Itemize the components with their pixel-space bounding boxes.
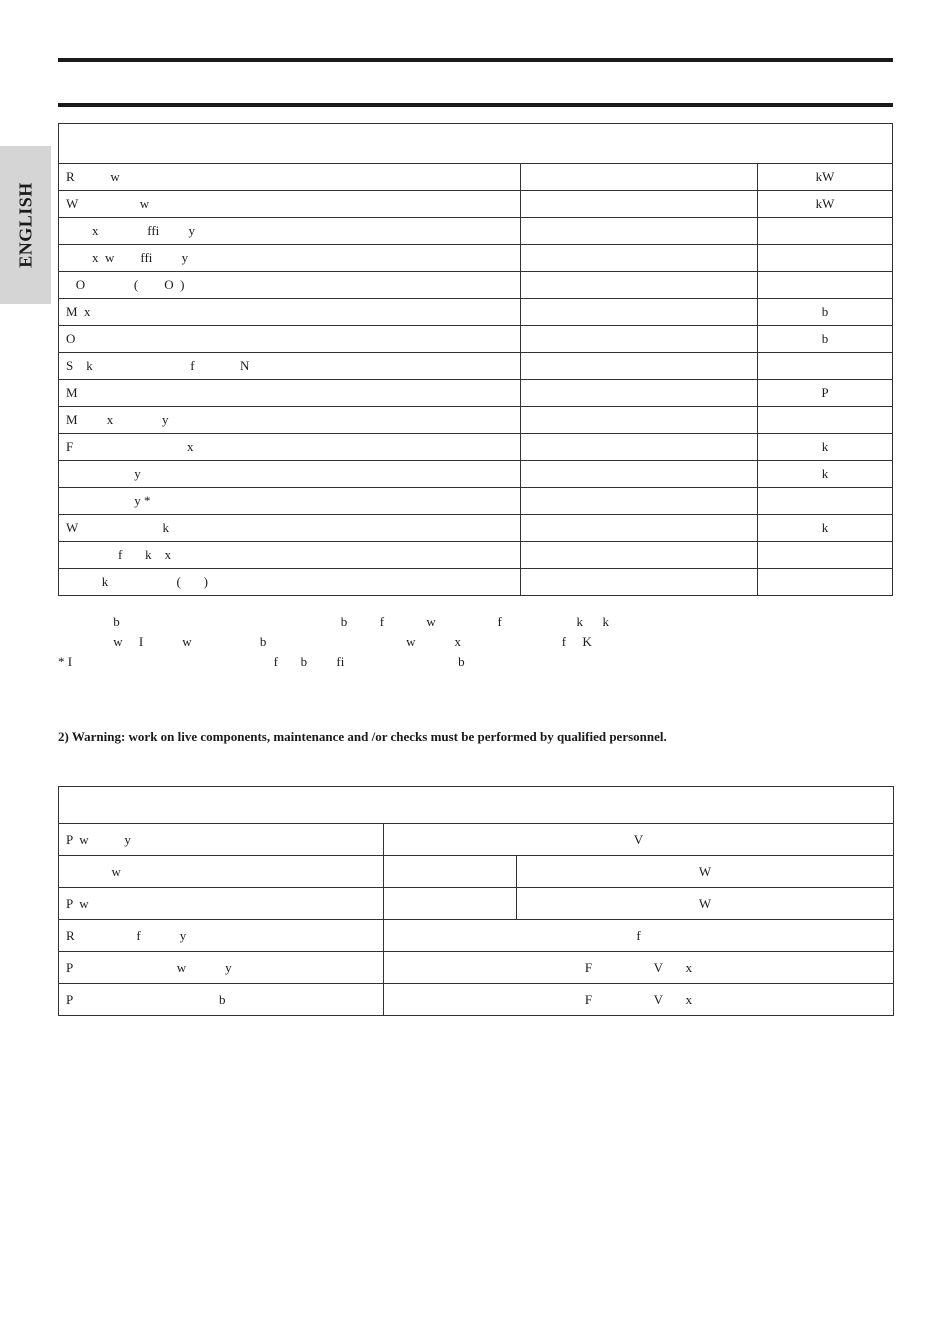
- row-label: y *: [59, 488, 521, 515]
- safety-warning: 2) Warning: work on live components, maintenance and /or checks must be performed by qualified personnel.: [58, 729, 667, 744]
- row-unit: [758, 542, 893, 569]
- table-header-row: [59, 787, 894, 824]
- table-row: [59, 984, 894, 1016]
- table-row: [59, 515, 893, 542]
- row-value: F V x: [384, 952, 894, 984]
- table-row: [59, 488, 893, 515]
- row-value: [521, 218, 758, 245]
- row-unit: kW: [758, 164, 893, 191]
- row-unit: kW: [758, 191, 893, 218]
- row-label: S k f N: [59, 353, 521, 380]
- row-value: W: [517, 888, 894, 920]
- table-row: [59, 326, 893, 353]
- note-line: b b f w f k k: [58, 614, 610, 629]
- row-value: [521, 353, 758, 380]
- language-side-tab: [0, 146, 51, 304]
- row-value: [521, 380, 758, 407]
- row-label: x ffi y: [59, 218, 521, 245]
- table-row: [59, 407, 893, 434]
- footnote-line: * I f b fi b: [58, 654, 465, 669]
- row-value: [521, 569, 758, 596]
- row-label: x w ffi y: [59, 245, 521, 272]
- row-unit: [758, 407, 893, 434]
- top-rule: [58, 58, 893, 62]
- row-label: M: [59, 380, 521, 407]
- row-value: [521, 434, 758, 461]
- table-row: [59, 952, 894, 984]
- table-row: [59, 888, 894, 920]
- table-row: [59, 461, 893, 488]
- table-row: [59, 856, 894, 888]
- table-row: [59, 824, 894, 856]
- table-header: [59, 124, 893, 164]
- row-value: [521, 299, 758, 326]
- row-unit: [758, 245, 893, 272]
- row-unit: k: [758, 461, 893, 488]
- row-label: y: [59, 461, 521, 488]
- row-mid-value: [384, 856, 517, 888]
- table-row: [59, 245, 893, 272]
- row-unit: [758, 353, 893, 380]
- table-header: [59, 787, 894, 824]
- table-row: [59, 218, 893, 245]
- row-label: W w: [59, 191, 521, 218]
- row-label: O: [59, 326, 521, 353]
- row-value: [521, 461, 758, 488]
- row-unit: [758, 218, 893, 245]
- row-mid-value: [384, 888, 517, 920]
- electrical-data-table: [58, 786, 894, 1016]
- language-label: ENGLISH: [15, 182, 35, 268]
- row-value: V: [384, 824, 894, 856]
- note-line: w I w b w x f K: [58, 634, 592, 649]
- row-value: W: [517, 856, 894, 888]
- row-unit: P: [758, 380, 893, 407]
- row-value: [521, 488, 758, 515]
- table-row: [59, 569, 893, 596]
- row-label: F x: [59, 434, 521, 461]
- row-label: R w: [59, 164, 521, 191]
- row-label: W k: [59, 515, 521, 542]
- table-row: [59, 542, 893, 569]
- row-unit: [758, 272, 893, 299]
- row-label: k ( ): [59, 569, 521, 596]
- row-label: O ( O ): [59, 272, 521, 299]
- row-unit: [758, 569, 893, 596]
- row-unit: [758, 488, 893, 515]
- row-value: F V x: [384, 984, 894, 1016]
- section-rule: [58, 103, 893, 107]
- row-value: [521, 191, 758, 218]
- row-label: M x y: [59, 407, 521, 434]
- row-label: P b: [59, 984, 384, 1016]
- table-row: [59, 299, 893, 326]
- technical-data-table: [58, 123, 893, 596]
- table-row: [59, 191, 893, 218]
- row-value: [521, 326, 758, 353]
- row-unit: k: [758, 515, 893, 542]
- table-row: [59, 434, 893, 461]
- row-value: [521, 272, 758, 299]
- row-value: [521, 407, 758, 434]
- table-row: [59, 353, 893, 380]
- table-header-row: [59, 124, 893, 164]
- row-unit: k: [758, 434, 893, 461]
- row-value: [521, 542, 758, 569]
- row-label: f k x: [59, 542, 521, 569]
- row-label: R f y: [59, 920, 384, 952]
- row-label: P w y: [59, 952, 384, 984]
- row-label: M x: [59, 299, 521, 326]
- table-row: [59, 380, 893, 407]
- row-unit: b: [758, 326, 893, 353]
- row-value: [521, 245, 758, 272]
- table-row: [59, 272, 893, 299]
- row-value: f: [384, 920, 894, 952]
- row-unit: b: [758, 299, 893, 326]
- row-value: [521, 515, 758, 542]
- table-row: [59, 920, 894, 952]
- table-notes: [58, 612, 893, 672]
- row-label: P w y: [59, 824, 384, 856]
- row-value: [521, 164, 758, 191]
- row-label: P w: [59, 888, 384, 920]
- table-row: [59, 164, 893, 191]
- row-label: w: [59, 856, 384, 888]
